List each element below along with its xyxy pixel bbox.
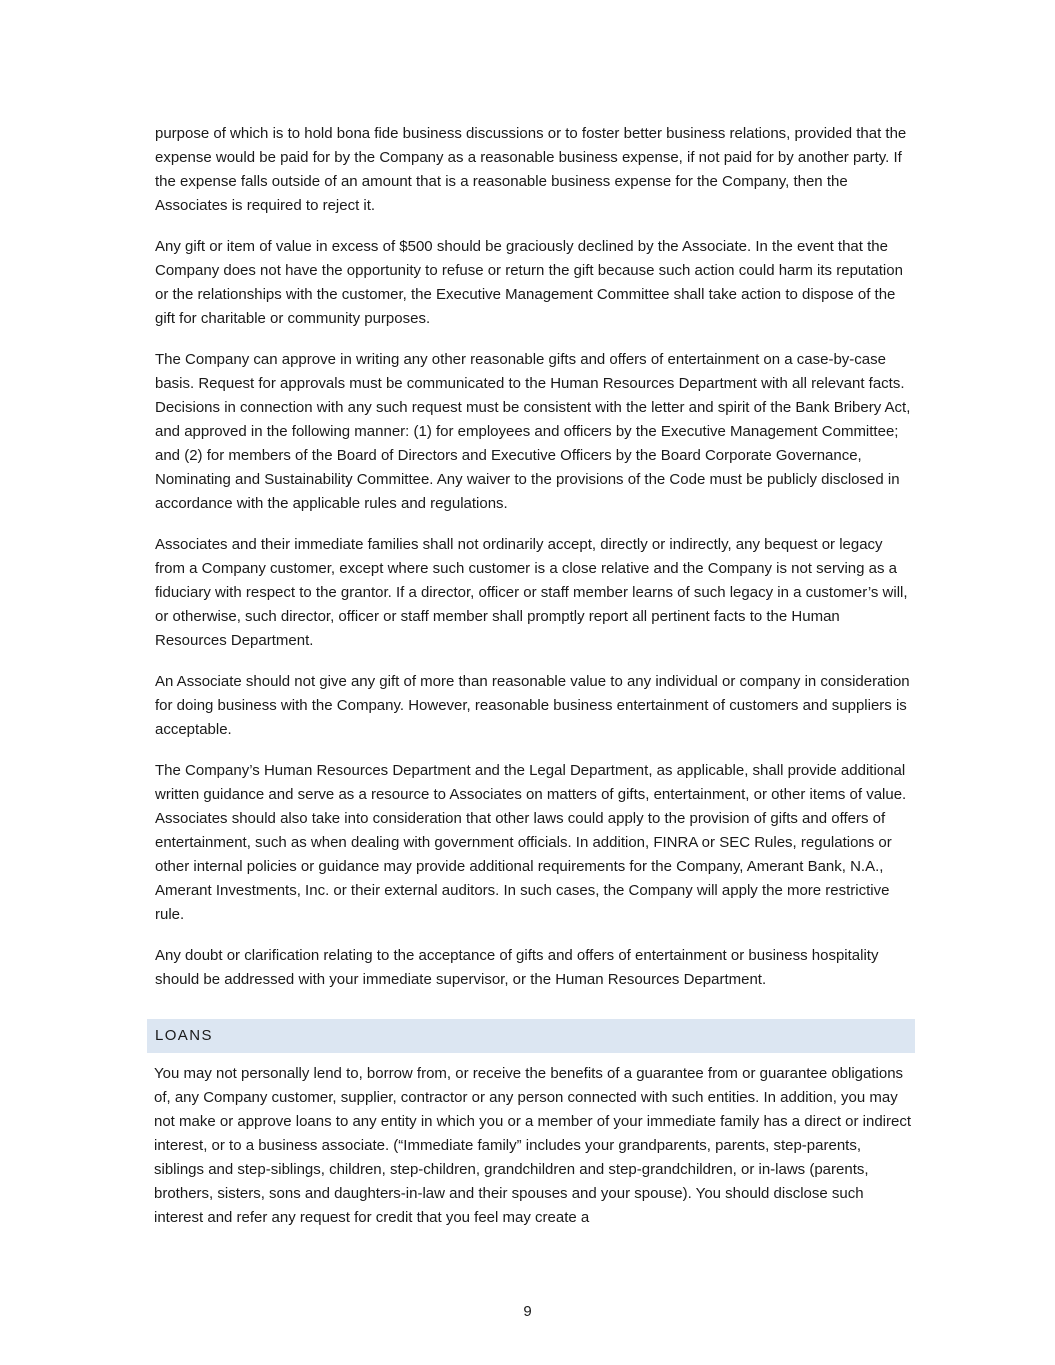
- paragraph-giving-gifts: An Associate should not give any gift of more than reasonable value to any individual or company in consideration for doing business with the Company. However, reasonable business entertainment of customers and suppliers is acceptable.: [155, 673, 910, 738]
- paragraph-guidance: The Company’s Human Resources Department and the Legal Department, as applicable, shall provide additional written guidance and serve as a resource to Associates on matters of gifts, entertainment, or other items of value. Associates should also take into consideration that other laws could apply to the provision of gifts and offers of entertainment, such as when dealing with government officials. In addition, FINRA or SEC Rules, regulations or other internal policies or guidance may provide additional requirements for the Company, Amerant Bank, N.A., Amerant Investments, Inc. or their external auditors. In such cases, the Company will apply the more restrictive rule.: [155, 762, 907, 923]
- section-heading-loans: LOANS: [155, 1027, 213, 1044]
- page-number: 9: [523, 1303, 532, 1320]
- paragraph-gift-limit: Any gift or item of value in excess of $500 should be graciously declined by the Associate. In the event that the Company does not have the opportunity to refuse or return the gift because such action could harm its reputation or the relationships with the customer, the Executive Management Committee shall take action to dispose of the gift for charitable or community purposes.: [155, 238, 903, 327]
- paragraph-bequests: Associates and their immediate families shall not ordinarily accept, directly or indirectly, any bequest or legacy from a Company customer, except where such customer is a close relative and the Company is not serving as a fiduciary with respect to the grantor. If a director, officer or staff member learns of such legacy in a customer’s will, or otherwise, such director, officer or staff member shall promptly report all pertinent facts to the Human Resources Department.: [155, 536, 908, 649]
- document-body: [155, 122, 915, 1009]
- section-heading-band: [147, 1019, 915, 1053]
- paragraph-clarification: Any doubt or clarification relating to the acceptance of gifts and offers of entertainment or business hospitality should be addressed with your immediate supervisor, or the Human Resources Department.: [155, 947, 879, 988]
- paragraph-approvals: The Company can approve in writing any other reasonable gifts and offers of entertainment on a case-by-case basis. Request for approvals must be communicated to the Human Resources Department with all relevant facts. Decisions in connection with any such request must be consistent with the letter and spirit of the Bank Bribery Act, and approved in the following manner: (1) for employees and officers by the Executive Management Committee; and (2) for members of the Board of Directors and Executive Officers by the Board Corporate Governance, Nominating and Sustainability Committee. Any waiver to the provisions of the Code must be publicly disclosed in accordance with the applicable rules and regulations.: [155, 351, 911, 512]
- paragraph-loans: You may not personally lend to, borrow from, or receive the benefits of a guarantee from or guarantee obligations of, any Company customer, supplier, contractor or any person connected with such entities. In addition, you may not make or approve loans to any entity in which you or a member of your immediate family has a direct or indirect interest, or to a business associate. (“Immediate family” includes your grandparents, parents, step-parents, siblings and step-siblings, children, step-children, grandchildren and step-grandchildren, or in-laws (parents, brothers, sisters, sons and daughters-in-law and their spouses and your spouse). You should disclose such interest and refer any request for credit that you feel may create a: [154, 1065, 912, 1226]
- loans-section-body: [154, 1062, 914, 1247]
- paragraph-business-expense: purpose of which is to hold bona fide business discussions or to foster better business relations, provided that the expense would be paid for by the Company as a reasonable business expense, if not paid for by another party. If the expense falls outside of an amount that is a reasonable business expense for the Company, then the Associates is required to reject it.: [155, 125, 907, 214]
